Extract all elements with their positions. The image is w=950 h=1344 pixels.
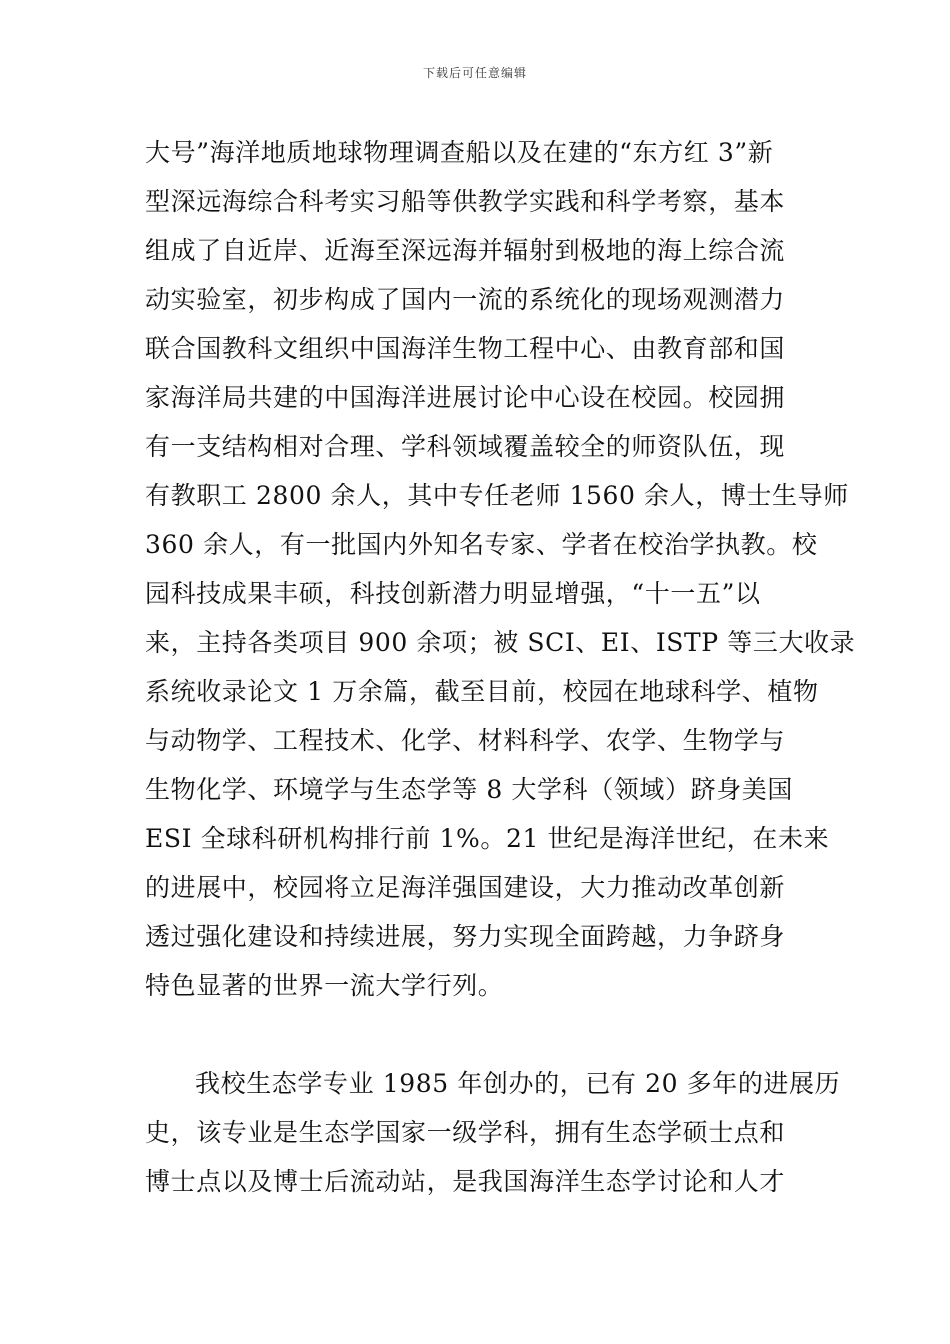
text-line: 有教职工 2800 余人，其中专任老师 1560 余人，博士生导师 <box>145 481 849 510</box>
text-line: 组成了自近岸、近海至深远海并辐射到极地的海上综合流 <box>145 236 786 265</box>
text-line: 动实验室，初步构成了国内一流的系统化的现场观测潜力 <box>145 285 786 314</box>
text-line: 大号”海洋地质地球物理调查船以及在建的“东方红 3”新 <box>145 138 774 167</box>
text-line: 系统收录论文 1 万余篇，截至目前，校园在地球科学、植物 <box>145 677 819 706</box>
text-line: 与动物学、工程技术、化学、材料科学、农学、生物学与 <box>145 726 786 755</box>
paragraph-1 <box>145 128 856 1010</box>
text-line: 有一支结构相对合理、学科领域覆盖较全的师资队伍，现 <box>145 432 786 461</box>
text-line: 透过强化建设和持续进展，努力实现全面跨越，力争跻身 <box>145 922 786 951</box>
text-line: 博士点以及博士后流动站，是我国海洋生态学讨论和人才 <box>145 1167 786 1196</box>
paragraph-gap <box>145 1010 810 1059</box>
text-line: 来，主持各类项目 900 余项；被 SCI、EI、ISTP 等三大收录 <box>145 628 856 657</box>
page-header: 下载后可任意编辑 <box>422 66 527 80</box>
text-line: 生物化学、环境学与生态学等 8 大学科（领域）跻身美国 <box>145 775 794 804</box>
text-line: 史，该专业是生态学国家一级学科，拥有生态学硕士点和 <box>145 1118 786 1147</box>
document-body <box>145 128 856 1206</box>
paragraph-2 <box>145 1059 841 1206</box>
text-line: 型深远海综合科考实习船等供教学实践和科学考察，基本 <box>145 187 786 216</box>
text-line: 家海洋局共建的中国海洋进展讨论中心设在校园。校园拥 <box>145 383 786 412</box>
text-line: 的进展中，校园将立足海洋强国建设，大力推动改革创新 <box>145 873 786 902</box>
text-line: ESI 全球科研机构排行前 1%。21 世纪是海洋世纪，在未来 <box>145 824 830 853</box>
text-line: 360 余人，有一批国内外知名专家、学者在校治学执教。校 <box>145 530 818 559</box>
text-line: 联合国教科文组织中国海洋生物工程中心、由教育部和国 <box>145 334 786 363</box>
text-line: 我校生态学专业 1985 年创办的，已有 20 多年的进展历 <box>195 1069 841 1098</box>
text-line: 园科技成果丰硕，科技创新潜力明显增强，“十一五”以 <box>145 579 761 608</box>
text-line: 特色显著的世界一流大学行列。 <box>145 971 504 1000</box>
